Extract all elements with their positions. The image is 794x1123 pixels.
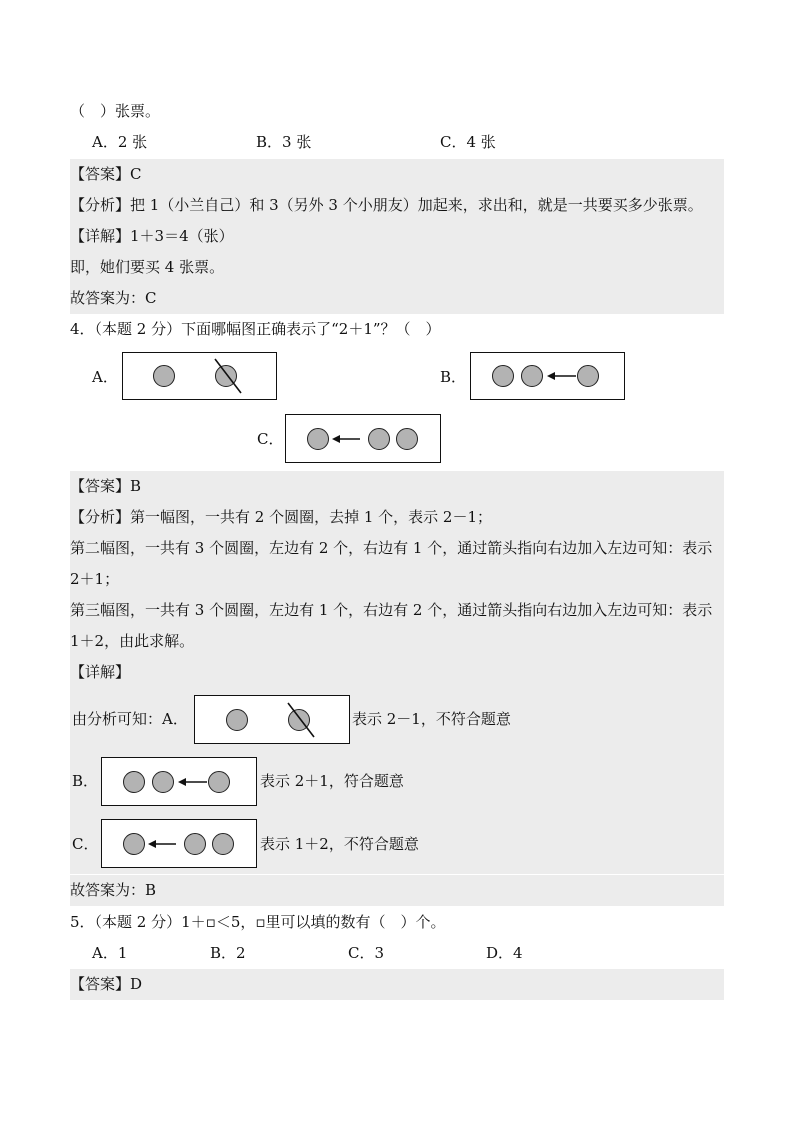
q4-figure-b-label: B． xyxy=(440,368,467,386)
q4-figure-a-label: A． xyxy=(92,368,118,386)
left-arrow-icon xyxy=(102,820,258,869)
q5-stem: 5．（本题 2 分）1＋▫＜5，▫里可以填的数有（ ）个。 xyxy=(70,913,446,931)
left-arrow-icon xyxy=(102,758,258,807)
q3-option-b: B．3 张 xyxy=(256,133,312,151)
circle-icon xyxy=(368,428,390,450)
q4-figure-b xyxy=(470,352,625,400)
q5-options xyxy=(70,938,724,969)
q4-figure-c xyxy=(285,414,441,463)
q4-figure-c-label: C． xyxy=(257,430,284,448)
circle-icon xyxy=(577,365,599,387)
q4-detail-heading: 【详解】 xyxy=(70,657,724,688)
q3-conclusion: 故答案为：C xyxy=(70,283,724,314)
cross-out-line-icon xyxy=(123,353,278,401)
q5-option-b: B．2 xyxy=(210,944,246,962)
left-arrow-icon xyxy=(471,353,626,401)
q3-option-c: C．4 张 xyxy=(440,133,496,151)
q3-analysis: 【分析】把 1（小兰自己）和 3（另外 3 个小朋友）加起来，求出和，就是一共要买多少张票。 xyxy=(70,190,724,221)
q4-conclusion: 故答案为：B xyxy=(70,875,724,906)
q3-detail-line2: 即，她们要买 4 张票。 xyxy=(70,252,724,283)
q4-detail-b-prefix: B． xyxy=(72,772,99,790)
q4-figure-a xyxy=(122,352,277,400)
cross-out-line-icon xyxy=(195,696,351,745)
q4-detail-figure-b xyxy=(101,757,257,806)
q5-option-a: A．1 xyxy=(92,944,128,962)
q4-detail-figure-c xyxy=(101,819,257,868)
q4-analysis-1: 【分析】第一幅图，一共有 2 个圆圈，去掉 1 个，表示 2－1； xyxy=(70,502,724,533)
q4-detail-figure-a xyxy=(194,695,350,744)
q3-option-a: A．2 张 xyxy=(92,133,148,151)
circle-icon xyxy=(212,833,234,855)
q4-detail-b-row xyxy=(70,750,724,812)
q5-answer: 【答案】D xyxy=(70,969,724,1000)
q4-detail-a-prefix: 由分析可知：A． xyxy=(72,710,188,728)
q5-option-d: D．4 xyxy=(486,944,523,962)
q4-analysis-2: 第二幅图，一共有 3 个圆圈，左边有 2 个，右边有 1 个，通过箭头指向右边加入左边可知：表示 2＋1； xyxy=(70,533,724,595)
q3-answer: 【答案】C xyxy=(70,159,724,190)
q4-detail-a-row xyxy=(70,688,724,750)
q4-answer: 【答案】B xyxy=(70,471,724,502)
q3-detail: 【详解】1＋3＝4（张） xyxy=(70,221,724,252)
left-arrow-icon xyxy=(286,415,442,464)
q4-detail-c-row xyxy=(70,812,724,874)
circle-icon xyxy=(396,428,418,450)
q4-detail-c-prefix: C． xyxy=(72,835,99,853)
q5-option-c: C．3 xyxy=(348,944,385,962)
q4-analysis-3: 第三幅图，一共有 3 个圆圈，左边有 1 个，右边有 2 个，通过箭头指向右边加入左边可知：表示 1＋2，由此求解。 xyxy=(70,595,724,657)
circle-icon xyxy=(184,833,206,855)
q4-detail-b-text: 表示 2＋1，符合题意 xyxy=(260,772,404,790)
q4-detail-c-text: 表示 1＋2，不符合题意 xyxy=(260,835,419,853)
circle-icon xyxy=(208,771,230,793)
q3-stem-tail: （ ）张票。 xyxy=(70,102,161,120)
q4-detail-a-text: 表示 2－1，不符合题意 xyxy=(352,710,511,728)
q4-stem: 4．（本题 2 分）下面哪幅图正确表示了“2＋1”？（ ） xyxy=(70,320,441,338)
q3-options xyxy=(70,127,724,158)
